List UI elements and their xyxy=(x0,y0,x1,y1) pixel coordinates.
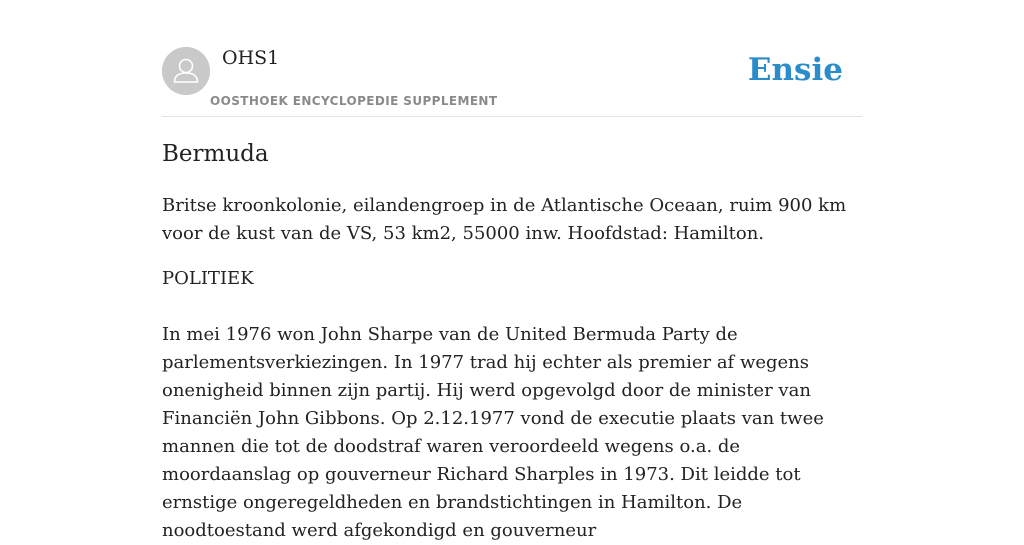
source-label[interactable]: OOSTHOEK ENCYCLOPEDIE SUPPLEMENT xyxy=(210,94,498,108)
author-name[interactable]: OHS1 xyxy=(222,47,280,69)
user-avatar-icon[interactable] xyxy=(162,47,210,95)
article-intro: Britse kroonkolonie, eilandengroep in de Atlantische Oceaan, ruim 900 km voor de kust van de VS, 53 km2, 55000 inw. Hoofdstad: Hamilton. xyxy=(162,195,847,244)
site-logo[interactable]: Ensie xyxy=(747,52,843,88)
section-heading: POLITIEK xyxy=(162,268,254,289)
article-body: In mei 1976 won John Sharpe van de United Bermuda Party de parlementsverkiezingen. In 1977 trad hij echter als premier af wegens onenigheid binnen zijn partij. Hij werd opgevolgd door de minister van Financiën John Gibbons. Op 2.12.1977 vond de executie plaats van twee mannen die tot de doodstraf waren veroordeeld wegens o.a. de moordaanslag op gouverneur Richard Sharples in 1973. Dit leidde tot ernstige ongeregeldheden en brandstichtingen in Hamilton. De noodtoestand werd afgekondigd en gouverneur xyxy=(162,324,824,541)
article xyxy=(162,136,862,545)
article-title: Bermuda xyxy=(162,141,269,167)
header xyxy=(162,0,862,117)
